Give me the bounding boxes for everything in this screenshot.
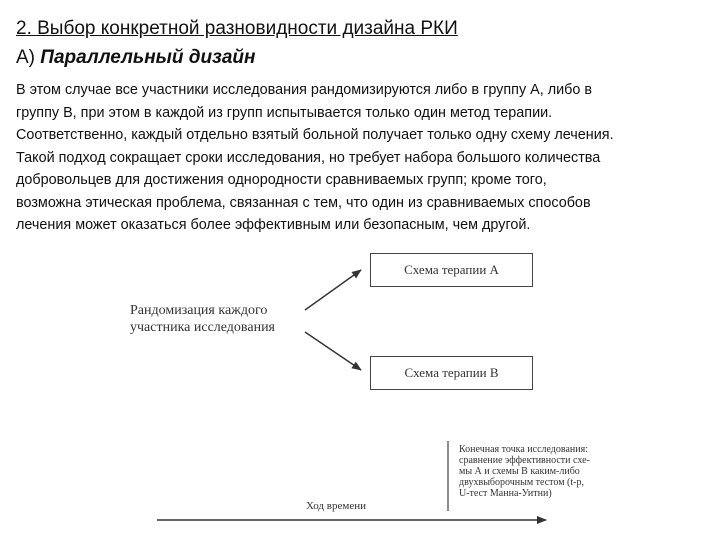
paragraph-line: возможна этическая проблема, связанная с тем, что один из сравниваемых способов <box>16 194 591 211</box>
time-axis-label: Ход времени <box>306 500 366 512</box>
scheme-a-box <box>370 253 533 287</box>
randomization-label-line: Рандомизация каждого <box>130 303 268 318</box>
paragraph-line: Такой подход сокращает сроки исследования, но требует набора большого количества <box>16 149 601 166</box>
paragraph-line: Соответственно, каждый отдельно взятый больной получает только одну схему лечения. <box>16 127 614 143</box>
endpoint-note-line: U-тест Манна-Уитни) <box>459 488 552 499</box>
slide-heading: 2. Выбор конкретной разновидности дизайна РКИ <box>16 18 458 39</box>
paragraph-line: лечения может оказаться более эффективным или безопасным, чем другой. <box>16 217 531 233</box>
endpoint-note-line: двухвыборочным тестом (t-р, <box>459 477 584 488</box>
scheme-b-box <box>370 356 533 390</box>
endpoint-note <box>459 444 590 499</box>
endpoint-note-line: мы А и схемы В каким-либо <box>459 466 580 477</box>
arrow-to-scheme-a <box>305 270 361 310</box>
paragraph-line: В этом случае все участники исследования рандомизируются либо в группу А, либо в <box>16 82 593 98</box>
subheading-design-name: Параллельный дизайн <box>40 47 256 68</box>
endpoint-note-line: Конечная точка исследования: <box>459 444 589 455</box>
paragraph-line: добровольцев для достижения однородности сравниваемых групп; кроме того, <box>16 172 547 188</box>
arrow-to-scheme-b <box>305 332 361 370</box>
scheme-b-label: Схема терапии В <box>404 365 499 380</box>
subheading-prefix: А) <box>16 47 41 68</box>
scheme-a-label: Схема терапии А <box>404 262 499 277</box>
randomization-label-line: участника исследования <box>130 320 275 335</box>
paragraph-line: группу В, при этом в каждой из групп испытывается только один метод терапии. <box>16 104 553 121</box>
randomization-label <box>130 302 275 336</box>
endpoint-note-line: сравнение эффективности схе- <box>459 455 590 466</box>
